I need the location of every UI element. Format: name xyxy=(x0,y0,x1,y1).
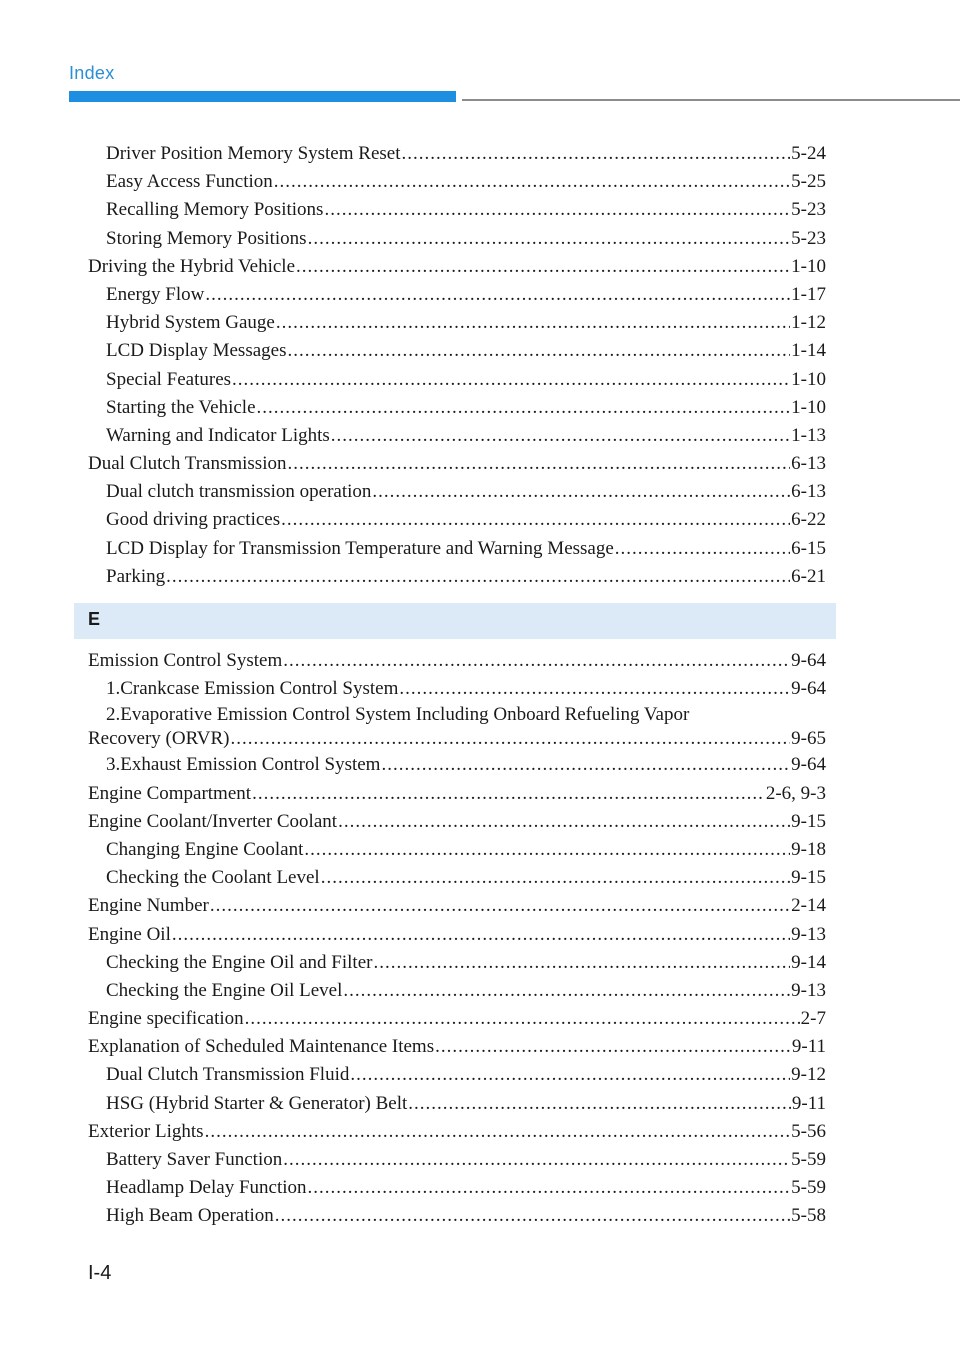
index-entry-page[interactable]: 9-15 xyxy=(791,810,826,832)
index-entry[interactable] xyxy=(88,168,826,196)
index-entry-page[interactable]: 6-13 xyxy=(791,481,826,503)
index-entry[interactable] xyxy=(88,506,826,534)
index-entry-label: Exterior Lights xyxy=(88,1120,204,1142)
index-entry-label: Headlamp Delay Function xyxy=(106,1177,307,1199)
index-entry-label-line1: 2.Evaporative Emission Control System Including Onboard Refueling Vapor xyxy=(106,704,690,726)
index-entry-label: HSG (Hybrid Starter & Generator) Belt xyxy=(106,1092,408,1114)
index-entry-label: Driver Position Memory System Reset xyxy=(106,143,401,164)
dot-leader xyxy=(401,140,790,168)
dot-leader xyxy=(308,225,791,253)
index-entry[interactable] xyxy=(88,140,826,168)
dot-leader xyxy=(350,1061,790,1089)
index-entry-page[interactable]: 9-11 xyxy=(791,1036,826,1058)
dot-leader xyxy=(304,836,790,864)
index-entry[interactable] xyxy=(88,337,826,365)
dot-leader xyxy=(372,478,790,506)
index-entry[interactable] xyxy=(88,921,826,949)
dot-leader xyxy=(257,394,791,422)
index-entry[interactable] xyxy=(88,1118,826,1146)
index-entry-label: Engine Number xyxy=(88,895,209,917)
dot-leader xyxy=(276,309,790,337)
index-entry[interactable] xyxy=(88,836,826,864)
index-entry-label: Engine specification xyxy=(88,1008,244,1030)
dot-leader xyxy=(230,727,790,751)
index-entry[interactable] xyxy=(88,675,826,703)
dot-leader xyxy=(252,780,765,808)
index-entry[interactable] xyxy=(88,808,826,836)
dot-leader xyxy=(283,647,790,675)
dot-leader xyxy=(399,675,790,703)
index-entry-page[interactable]: 5-59 xyxy=(791,1177,826,1199)
index-entry-label: 3.Exhaust Emission Control System xyxy=(106,754,381,776)
dot-leader xyxy=(205,281,790,309)
index-entry-label: Battery Saver Function xyxy=(106,1149,283,1170)
index-entry-label: Starting the Vehicle xyxy=(106,396,256,418)
index-entry-label: Engine Oil xyxy=(88,923,171,945)
index-entry-label: Emission Control System xyxy=(88,650,283,671)
dot-leader xyxy=(615,535,790,563)
index-entry[interactable] xyxy=(88,394,826,422)
section-letter: E xyxy=(88,609,101,629)
index-entry-label: Recalling Memory Positions xyxy=(106,199,324,221)
index-entry-label: Hybrid System Gauge xyxy=(106,312,275,334)
dot-leader xyxy=(166,563,790,591)
index-entry-label: Recovery (ORVR) xyxy=(88,728,230,750)
index-entry-label: Checking the Engine Oil Level xyxy=(106,979,343,1001)
index-entry-page[interactable]: 1-12 xyxy=(791,312,826,334)
index-entry-label: Special Features xyxy=(106,368,232,390)
index-entry-page[interactable]: 5-23 xyxy=(791,227,826,249)
index-entry-page[interactable]: 1-14 xyxy=(791,340,826,362)
index-entry-page[interactable]: 1-13 xyxy=(791,424,826,446)
index-entry-page[interactable]: 6-21 xyxy=(791,565,826,587)
index-entry-label: Dual Clutch Transmission xyxy=(88,453,287,475)
dot-leader xyxy=(172,921,790,949)
index-entry-label: Good driving practices xyxy=(106,509,281,531)
index-entry[interactable] xyxy=(88,422,826,450)
index-entry[interactable] xyxy=(88,892,826,920)
index-entry-label: High Beam Operation xyxy=(106,1205,274,1227)
index-entry[interactable] xyxy=(88,450,826,478)
index-entry-page[interactable]: 6-13 xyxy=(791,453,826,475)
index-entry-page[interactable]: 9-64 xyxy=(791,754,826,776)
dot-leader xyxy=(373,949,790,977)
index-entry-page[interactable]: 6-22 xyxy=(791,509,826,531)
index-entry[interactable] xyxy=(88,1061,826,1089)
dot-leader xyxy=(435,1033,791,1061)
header-accent-bar xyxy=(69,91,456,102)
index-entry-page[interactable]: 1-10 xyxy=(791,255,826,277)
dot-leader xyxy=(287,450,790,478)
dot-leader xyxy=(205,1118,791,1146)
dot-leader xyxy=(408,1090,791,1118)
dot-leader xyxy=(321,864,790,892)
index-entry[interactable] xyxy=(88,949,826,977)
index-entry-label: Checking the Engine Oil and Filter xyxy=(106,951,373,973)
index-entry-page[interactable]: 6-15 xyxy=(791,537,826,559)
index-entry[interactable] xyxy=(88,366,826,394)
dot-leader xyxy=(287,337,790,365)
index-entry-page[interactable]: 2-14 xyxy=(791,895,826,917)
index-entry-page[interactable]: 9-15 xyxy=(791,867,826,889)
index-entry[interactable] xyxy=(88,1146,826,1174)
index-entry-page[interactable]: 9-13 xyxy=(791,923,826,945)
dot-leader xyxy=(381,751,790,779)
index-entry[interactable] xyxy=(88,478,826,506)
index-entry-page[interactable]: 5-24 xyxy=(791,143,826,164)
index-entry[interactable] xyxy=(88,751,826,779)
index-entry[interactable] xyxy=(88,977,826,1005)
index-entry[interactable] xyxy=(88,309,826,337)
index-entry-page[interactable]: 9-18 xyxy=(791,838,826,860)
dot-leader xyxy=(274,168,790,196)
dot-leader xyxy=(283,1146,790,1174)
index-entry[interactable] xyxy=(88,703,826,751)
section-header-e xyxy=(74,603,836,639)
index-list xyxy=(88,140,826,1231)
dot-leader xyxy=(275,1202,790,1230)
index-entry-page[interactable]: 9-13 xyxy=(791,979,826,1001)
index-entry-label: Warning and Indicator Lights xyxy=(106,424,330,446)
index-entry-label: Checking the Coolant Level xyxy=(106,867,320,889)
index-entry-label: Engine Coolant/Inverter Coolant xyxy=(88,810,338,832)
index-entry[interactable] xyxy=(88,1033,826,1061)
index-entry[interactable] xyxy=(88,281,826,309)
dot-leader xyxy=(245,1005,800,1033)
index-entry-label: Dual clutch transmission operation xyxy=(106,481,372,503)
dot-leader xyxy=(308,1174,791,1202)
index-entry-label: 1.Crankcase Emission Control System xyxy=(106,678,399,700)
index-entry-page[interactable]: 1-10 xyxy=(791,396,826,418)
index-entry-label: Dual Clutch Transmission Fluid xyxy=(106,1064,350,1086)
index-entry-page[interactable]: 9-65 xyxy=(791,728,826,750)
dot-leader xyxy=(210,892,790,920)
dot-leader xyxy=(296,253,790,281)
index-entry-page[interactable]: 2-7 xyxy=(800,1008,826,1030)
index-entry-page[interactable]: 9-11 xyxy=(791,1092,826,1114)
index-entry[interactable] xyxy=(88,563,826,591)
index-entry[interactable] xyxy=(88,1202,826,1230)
index-entry[interactable] xyxy=(88,225,826,253)
index-entry[interactable] xyxy=(88,1090,826,1118)
index-entry-label: Storing Memory Positions xyxy=(106,227,307,249)
index-entry-page[interactable]: 9-12 xyxy=(791,1064,826,1086)
index-entry-page[interactable]: 5-23 xyxy=(791,199,826,221)
index-entry-label: Easy Access Function xyxy=(106,171,273,193)
index-group-d xyxy=(88,140,826,591)
index-entry-page[interactable]: 2-6, 9-3 xyxy=(765,782,826,804)
dot-leader xyxy=(343,977,790,1005)
index-entry-page[interactable]: 5-58 xyxy=(791,1205,826,1227)
index-entry-label: LCD Display Messages xyxy=(106,340,287,362)
index-entry-page[interactable]: 9-14 xyxy=(791,951,826,973)
index-entry-page[interactable]: 1-10 xyxy=(791,368,826,390)
dot-leader xyxy=(232,366,790,394)
page-number: I-4 xyxy=(88,1262,112,1284)
index-entry-label: Energy Flow xyxy=(106,283,205,305)
index-entry-label: LCD Display for Transmission Temperature and Warning Message xyxy=(106,537,614,559)
page-header-title: Index xyxy=(69,63,115,83)
index-entry-page[interactable]: 5-56 xyxy=(791,1120,826,1142)
index-entry[interactable] xyxy=(88,780,826,808)
header-rule xyxy=(462,99,960,101)
index-entry-page[interactable]: 9-64 xyxy=(791,650,826,671)
index-entry-page[interactable]: 5-25 xyxy=(791,171,826,193)
index-entry-page[interactable]: 1-17 xyxy=(791,283,826,305)
index-entry[interactable] xyxy=(88,535,826,563)
index-entry[interactable] xyxy=(88,253,826,281)
dot-leader xyxy=(338,808,790,836)
dot-leader xyxy=(324,196,790,224)
dot-leader xyxy=(331,422,790,450)
index-entry-label: Parking xyxy=(106,565,166,587)
index-entry-page[interactable]: 5-59 xyxy=(791,1149,826,1170)
index-entry[interactable] xyxy=(88,864,826,892)
index-group-e xyxy=(88,647,826,1231)
index-entry-label: Changing Engine Coolant xyxy=(106,838,304,860)
index-entry-label: Engine Compartment xyxy=(88,782,252,804)
index-entry[interactable] xyxy=(88,1174,826,1202)
index-entry[interactable] xyxy=(88,647,826,675)
index-entry[interactable] xyxy=(88,196,826,224)
index-entry[interactable] xyxy=(88,1005,826,1033)
dot-leader xyxy=(281,506,790,534)
index-entry-page[interactable]: 9-64 xyxy=(791,678,826,700)
index-entry-label: Explanation of Scheduled Maintenance Items xyxy=(88,1036,435,1058)
index-entry-label: Driving the Hybrid Vehicle xyxy=(88,255,296,277)
